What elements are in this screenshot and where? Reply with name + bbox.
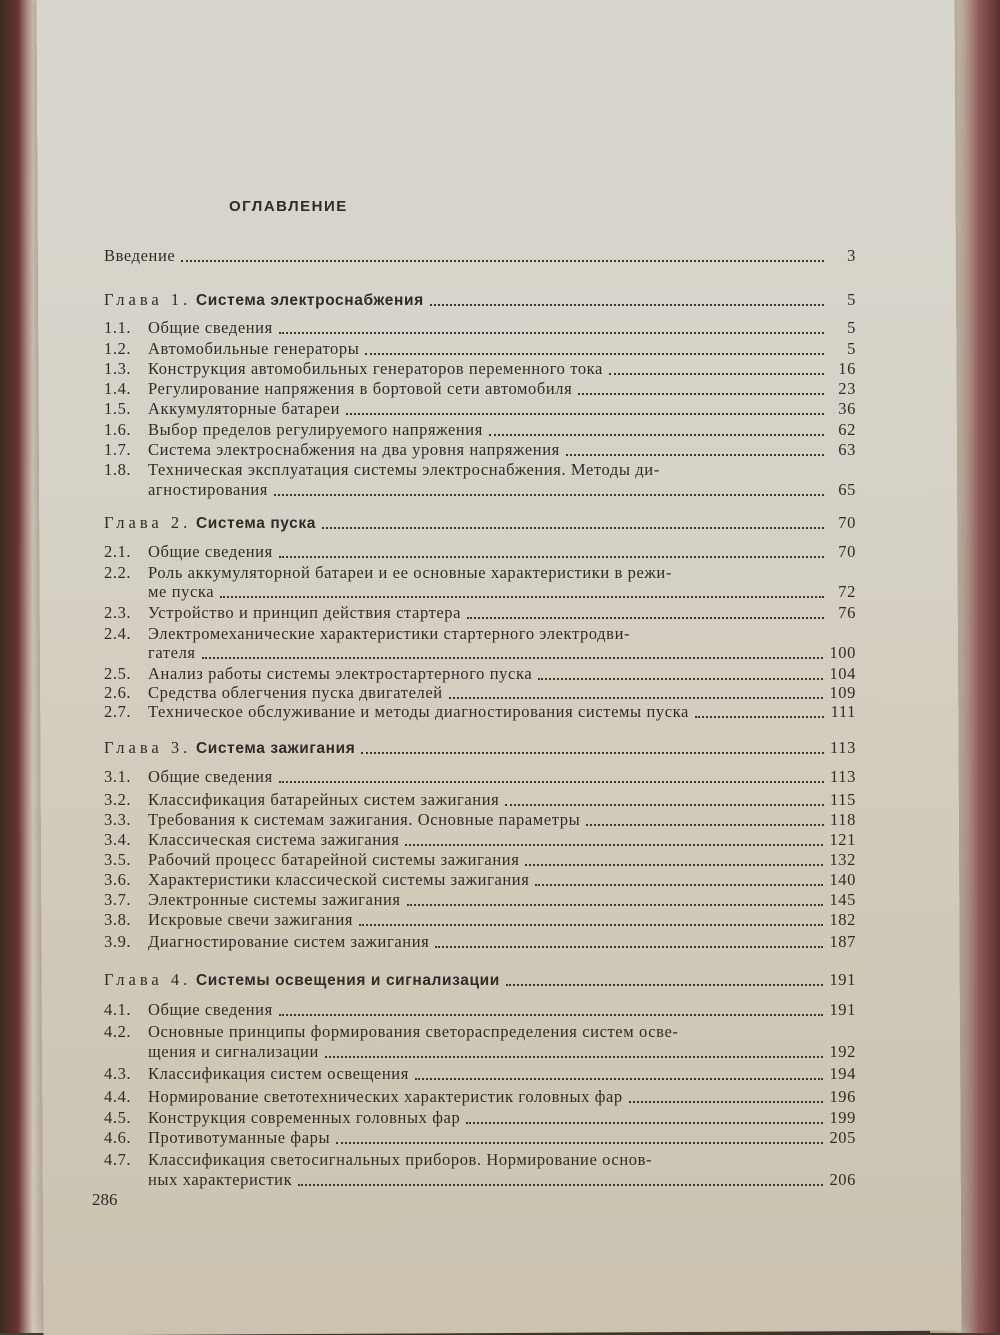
toc-section-1-6 xyxy=(104,418,856,440)
section-number: 4.3. xyxy=(104,1064,132,1083)
dot-leader xyxy=(466,1121,823,1124)
toc-section-3-2 xyxy=(104,788,856,810)
section-page: 182 xyxy=(829,910,856,929)
dot-leader xyxy=(325,1055,823,1058)
section-page: 113 xyxy=(830,767,856,786)
section-continuation xyxy=(148,478,856,500)
chapter-title: Система электроснабжения xyxy=(196,292,424,309)
dot-leader xyxy=(346,412,824,415)
toc-section-4-1 xyxy=(104,998,856,1020)
toc-section-3-7 xyxy=(104,888,856,910)
section-page: 76 xyxy=(838,603,856,622)
chapter-page: 5 xyxy=(847,290,856,309)
section-page: 111 xyxy=(830,702,856,721)
section-page: 206 xyxy=(829,1170,856,1189)
section-title: Требования к системам зажигания. Основные параметры xyxy=(148,810,581,829)
toc-intro-title: Введение xyxy=(104,246,176,265)
section-page: 109 xyxy=(829,683,856,702)
section-number: 2.5. xyxy=(104,664,132,683)
section-number: 1.7. xyxy=(104,440,132,459)
chapter-title: Система пуска xyxy=(196,515,316,532)
section-number: 2.1. xyxy=(104,542,132,561)
toc-section-2-1 xyxy=(104,540,856,562)
toc-chapter-1 xyxy=(104,288,856,310)
dot-leader xyxy=(405,843,823,846)
dot-leader xyxy=(181,259,824,262)
dot-leader xyxy=(322,526,824,529)
section-title: Диагностирование систем зажигания xyxy=(148,932,430,951)
section-title: Основные принципы формирования светораспределения систем осве- xyxy=(148,1022,679,1041)
toc-section-3-3 xyxy=(104,808,856,830)
section-title: Регулирование напряжения в бортовой сети автомобиля xyxy=(148,379,573,398)
section-number: 4.1. xyxy=(104,1000,132,1019)
section-number: 3.4. xyxy=(104,830,132,849)
toc-intro xyxy=(104,244,856,266)
section-page: 194 xyxy=(829,1064,856,1083)
section-page: 145 xyxy=(829,890,856,909)
section-continuation xyxy=(148,1040,856,1062)
section-page: 16 xyxy=(838,359,856,378)
toc-section-1-2 xyxy=(104,337,856,359)
section-number: 3.9. xyxy=(104,932,132,951)
toc-chapter-4 xyxy=(104,968,856,990)
dot-leader xyxy=(578,392,824,395)
toc-section-3-1 xyxy=(104,765,856,787)
section-title: Классификация светосигнальных приборов. Нормирование основ- xyxy=(148,1150,653,1169)
dot-leader xyxy=(506,983,824,986)
section-number: 3.5. xyxy=(104,850,132,869)
section-number: 1.1. xyxy=(104,318,132,337)
page-number: 286 xyxy=(92,1190,118,1209)
section-number: 1.3. xyxy=(104,359,132,378)
dot-leader xyxy=(695,715,824,718)
toc-section-3-6 xyxy=(104,868,856,890)
section-title: Средства облегчения пуска двигателей xyxy=(148,683,443,702)
section-title: Устройство и принцип действия стартера xyxy=(148,603,462,622)
toc-section-1-3 xyxy=(104,357,856,379)
section-page: 5 xyxy=(847,318,856,337)
chapter-title: Системы освещения и сигнализации xyxy=(196,972,500,989)
section-title: Общие сведения xyxy=(148,1000,273,1019)
dot-leader xyxy=(586,823,824,826)
section-title-continued: щения и сигнализации xyxy=(148,1042,319,1061)
section-title: Характеристики классической системы зажигания xyxy=(148,870,530,889)
dot-leader xyxy=(365,352,824,355)
dot-leader xyxy=(538,677,823,680)
section-number: 4.5. xyxy=(104,1108,132,1127)
section-number: 4.6. xyxy=(104,1128,132,1147)
section-title: Общие сведения xyxy=(148,767,273,786)
chapter-label: Глава 3. xyxy=(104,738,192,757)
toc-section-2-7 xyxy=(104,700,856,722)
section-continuation xyxy=(148,580,856,602)
section-number: 1.4. xyxy=(104,379,132,398)
section-continuation xyxy=(148,641,856,663)
chapter-page: 191 xyxy=(829,970,856,989)
section-page: 5 xyxy=(847,339,856,358)
dot-leader xyxy=(407,903,824,906)
section-title: Конструкция современных головных фар xyxy=(148,1108,461,1127)
dot-leader xyxy=(279,331,824,334)
section-number: 1.8. xyxy=(104,460,132,479)
section-page: 63 xyxy=(838,440,856,459)
toc-chapter-title xyxy=(104,970,500,990)
toc-section-4-3 xyxy=(104,1062,856,1084)
section-title: Роль аккумуляторной батареи и ее основные характеристики в режи- xyxy=(148,563,672,582)
section-title: Конструкция автомобильных генераторов переменного тока xyxy=(148,359,603,378)
dot-leader xyxy=(298,1183,823,1186)
toc-section-3-8 xyxy=(104,908,856,930)
section-page: 140 xyxy=(829,870,856,889)
dot-leader xyxy=(361,751,824,754)
section-number: 2.6. xyxy=(104,683,132,702)
section-title: Выбор пределов регулируемого напряжения xyxy=(148,420,483,439)
dot-leader xyxy=(505,803,824,806)
chapter-label: Глава 4. xyxy=(104,970,192,989)
toc-section-4-4 xyxy=(104,1085,856,1107)
section-number: 1.6. xyxy=(104,420,132,439)
section-number: 3.2. xyxy=(104,790,132,809)
section-page: 205 xyxy=(829,1128,856,1147)
dot-leader xyxy=(220,595,824,598)
dot-leader xyxy=(430,303,824,306)
chapter-label: Глава 2. xyxy=(104,513,192,532)
section-title: Классическая система зажигания xyxy=(148,830,400,849)
dot-leader xyxy=(435,945,823,948)
section-page: 187 xyxy=(829,932,856,951)
section-title-continued: ме пуска xyxy=(148,582,215,601)
section-page: 104 xyxy=(829,664,856,683)
dot-leader xyxy=(202,656,824,659)
toc-chapter-title xyxy=(104,738,355,758)
dot-leader xyxy=(489,433,824,436)
toc-section-1-5 xyxy=(104,397,856,419)
toc-section-3-5 xyxy=(104,848,856,870)
dot-leader xyxy=(359,923,823,926)
section-page: 132 xyxy=(829,850,856,869)
dot-leader xyxy=(274,493,824,496)
section-number: 4.4. xyxy=(104,1087,132,1106)
dot-leader xyxy=(336,1141,823,1144)
toc-section-4-2 xyxy=(104,1020,856,1042)
section-title-continued: ных характеристик xyxy=(148,1170,293,1189)
section-page: 191 xyxy=(829,1000,856,1019)
section-title: Техническая эксплуатация системы электроснабжения. Методы ди- xyxy=(148,460,660,479)
section-page: 100 xyxy=(829,643,856,662)
dot-leader xyxy=(566,453,824,456)
section-page: 199 xyxy=(829,1108,856,1127)
toc-section-4-6 xyxy=(104,1126,856,1148)
toc-section-1-7 xyxy=(104,438,856,460)
section-number: 1.2. xyxy=(104,339,132,358)
section-number: 3.8. xyxy=(104,910,132,929)
section-page: 121 xyxy=(829,830,856,849)
section-number: 3.7. xyxy=(104,890,132,909)
section-page: 72 xyxy=(838,582,856,601)
toc-section-1-8 xyxy=(104,458,856,480)
section-number: 2.4. xyxy=(104,624,132,643)
section-page: 62 xyxy=(838,420,856,439)
dot-leader xyxy=(415,1077,824,1080)
table-of-contents xyxy=(104,0,856,1333)
section-page: 196 xyxy=(829,1087,856,1106)
dot-leader xyxy=(629,1100,824,1103)
toc-section-3-4 xyxy=(104,828,856,850)
section-title: Рабочий процесс батарейной системы зажигания xyxy=(148,850,520,869)
section-title-continued: гателя xyxy=(148,643,196,662)
section-number: 3.1. xyxy=(104,767,132,786)
section-page: 118 xyxy=(830,810,856,829)
section-title: Искровые свечи зажигания xyxy=(148,910,354,929)
section-title: Электромеханические характеристики стартерного электродви- xyxy=(148,624,631,643)
toc-section-4-5 xyxy=(104,1106,856,1128)
section-title: Аккумуляторные батареи xyxy=(148,399,341,418)
toc-section-1-1 xyxy=(104,316,856,338)
page-title: ОГЛАВЛЕНИЕ xyxy=(229,198,348,215)
section-number: 2.7. xyxy=(104,702,132,721)
section-title: Электронные системы зажигания xyxy=(148,890,401,909)
section-page: 192 xyxy=(829,1042,856,1061)
section-page: 23 xyxy=(838,379,856,398)
section-page: 36 xyxy=(838,399,856,418)
dot-leader xyxy=(467,616,824,619)
dot-leader xyxy=(449,696,824,699)
dot-leader xyxy=(535,883,823,886)
toc-chapter-2 xyxy=(104,511,856,533)
toc-chapter-3 xyxy=(104,736,856,758)
toc-section-4-7 xyxy=(104,1148,856,1170)
section-title-continued: агностирования xyxy=(148,480,268,499)
section-number: 2.3. xyxy=(104,603,132,622)
chapter-title: Система зажигания xyxy=(196,740,356,757)
dot-leader xyxy=(609,372,824,375)
section-number: 4.7. xyxy=(104,1150,132,1169)
section-page: 70 xyxy=(838,542,856,561)
section-number: 3.3. xyxy=(104,810,132,829)
section-title: Противотуманные фары xyxy=(148,1128,331,1147)
section-title: Общие сведения xyxy=(148,542,273,561)
toc-section-2-3 xyxy=(104,601,856,623)
dot-leader xyxy=(279,780,824,783)
toc-intro-page: 3 xyxy=(847,246,856,265)
section-title: Автомобильные генераторы xyxy=(148,339,360,358)
section-title: Техническое обслуживание и методы диагностирования системы пуска xyxy=(148,702,689,721)
toc-chapter-title xyxy=(104,513,316,533)
chapter-label: Глава 1. xyxy=(104,290,192,309)
section-title: Общие сведения xyxy=(148,318,273,337)
toc-chapter-title xyxy=(104,290,424,310)
toc-section-3-9 xyxy=(104,930,856,952)
dot-leader xyxy=(279,1013,824,1016)
section-title: Классификация систем освещения xyxy=(148,1064,409,1083)
section-continuation xyxy=(148,1168,856,1190)
section-page: 115 xyxy=(830,790,856,809)
section-title: Анализ работы системы электростартерного пуска xyxy=(148,664,533,683)
section-title: Система электроснабжения на два уровня напряжения xyxy=(148,440,560,459)
section-number: 1.5. xyxy=(104,399,132,418)
section-number: 2.2. xyxy=(104,563,132,582)
section-page: 65 xyxy=(838,480,856,499)
dot-leader xyxy=(525,863,823,866)
section-number: 4.2. xyxy=(104,1022,132,1041)
section-title: Нормирование светотехнических характеристик головных фар xyxy=(148,1087,623,1106)
chapter-page: 70 xyxy=(838,513,856,532)
section-number: 3.6. xyxy=(104,870,132,889)
dot-leader xyxy=(279,555,824,558)
toc-section-1-4 xyxy=(104,377,856,399)
chapter-page: 113 xyxy=(830,738,856,757)
section-title: Классификация батарейных систем зажигания xyxy=(148,790,500,809)
